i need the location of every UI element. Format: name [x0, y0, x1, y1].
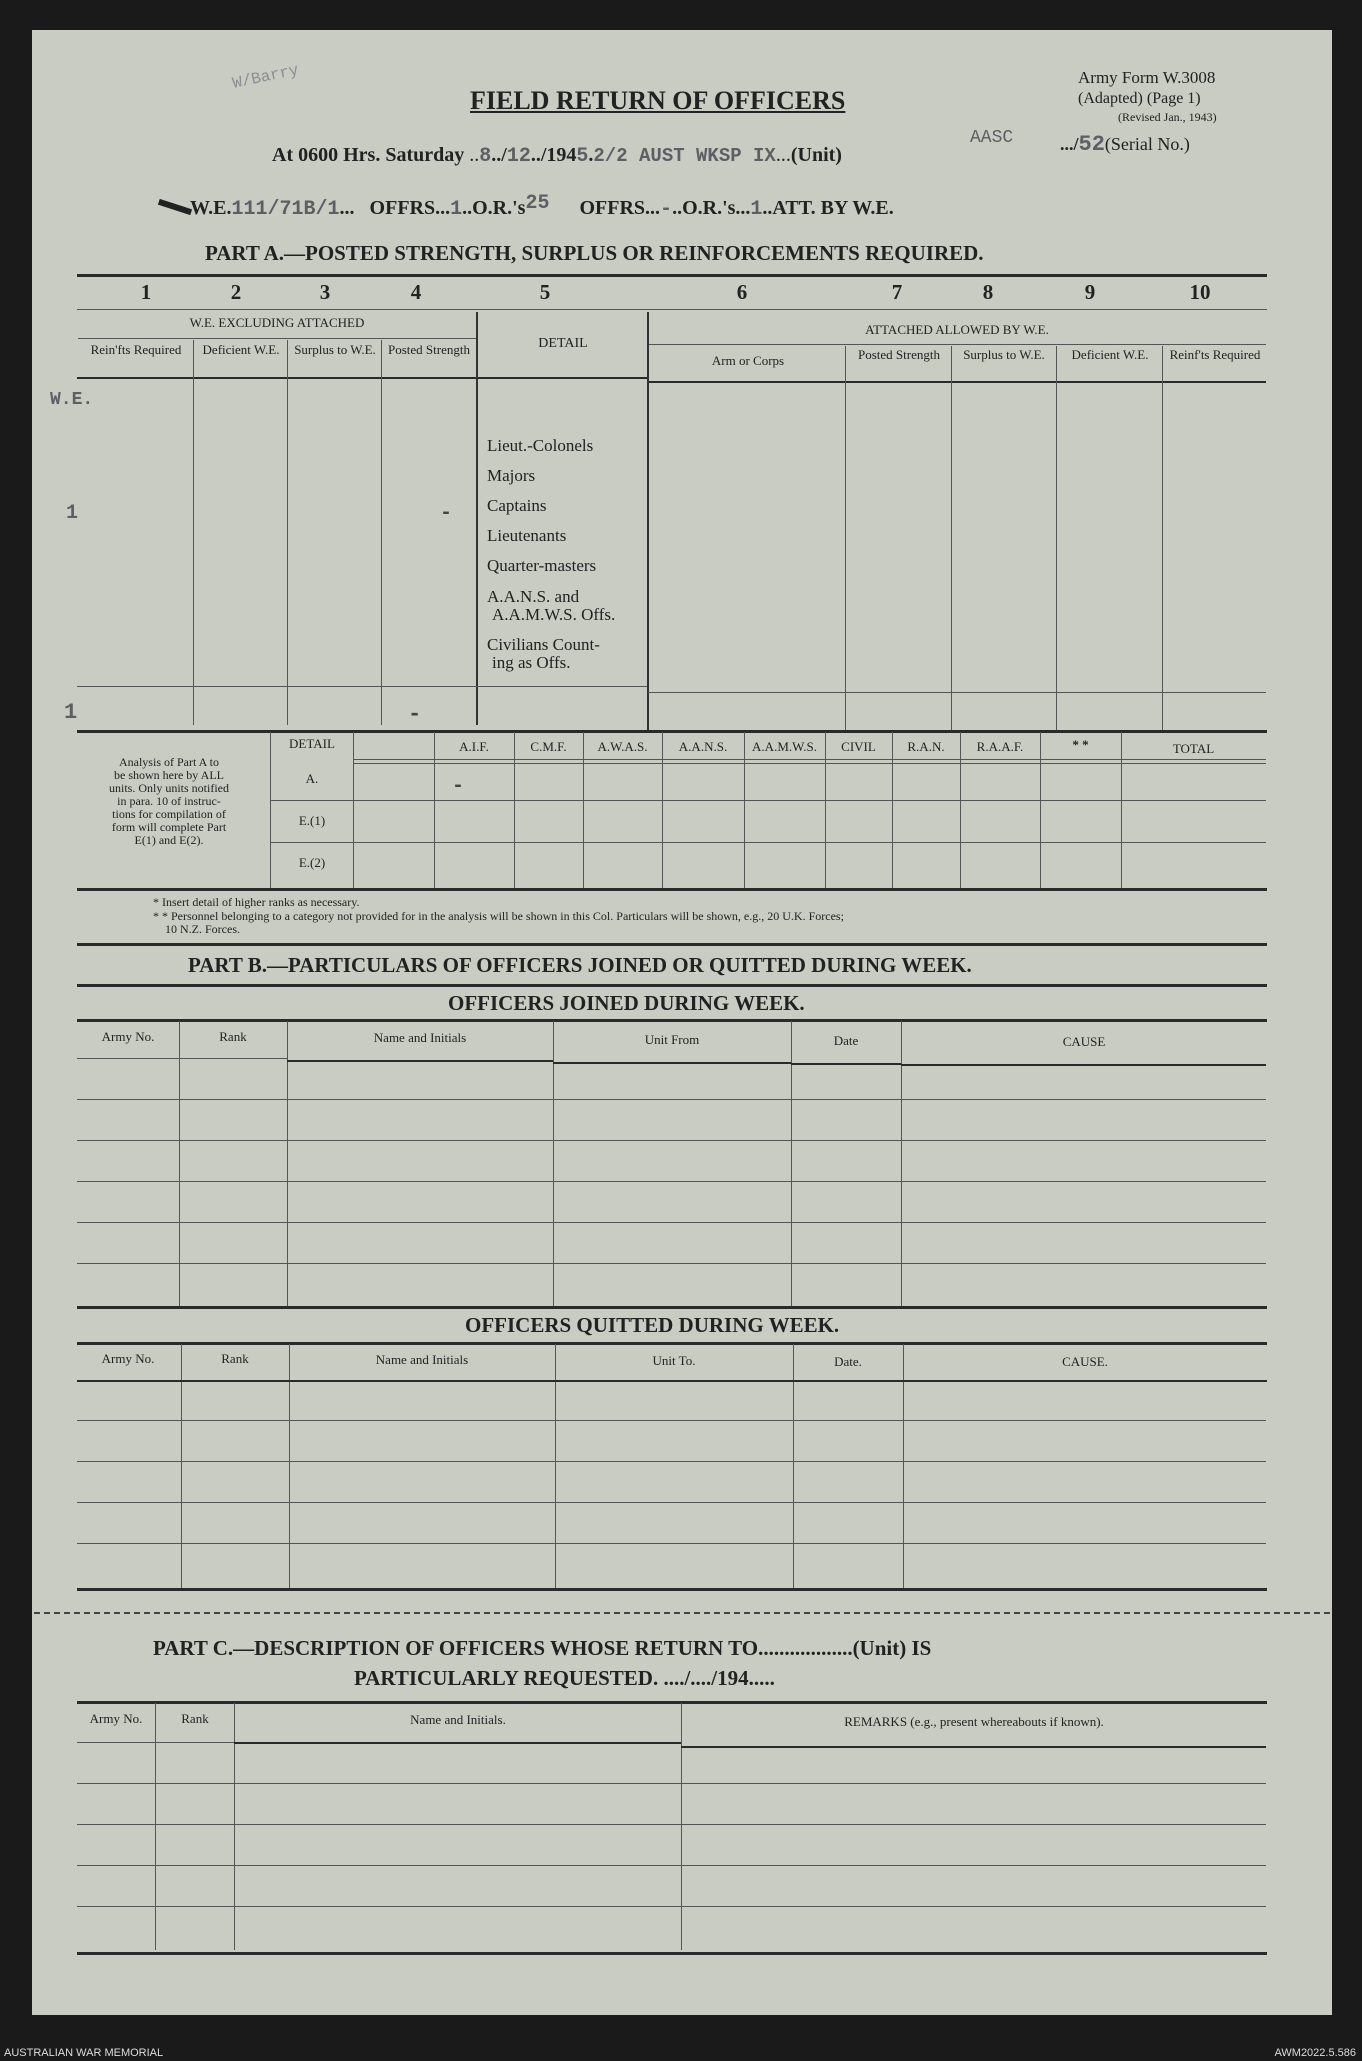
col-num-4: 4 — [410, 280, 422, 304]
joined-row-1 — [77, 1058, 287, 1059]
pa-v7 — [951, 346, 952, 730]
date-year: 5 — [576, 145, 589, 168]
part-c-remarks-header: REMARKS (e.g., present whereabouts if known). — [844, 1714, 1104, 1729]
unit-label: (Unit) — [790, 144, 842, 166]
analysis-col-civil: CIVIL — [841, 739, 876, 754]
attached-allowed-header: ATTACHED ALLOWED BY W.E. — [865, 322, 1049, 337]
quitted-rule — [77, 1342, 1267, 1345]
stamp-one: 1 — [66, 502, 79, 525]
part-b-rule — [77, 984, 1267, 987]
an-v10 — [1040, 732, 1041, 890]
detail-header: DETAIL — [538, 336, 588, 351]
part-c-header-rule — [234, 1742, 681, 1744]
we-value: 111/71B/1 — [231, 198, 340, 221]
analysis-row-e1: E.(1) — [298, 813, 326, 828]
part-c-line-2: PARTICULARLY REQUESTED. ..../..../194..... — [354, 1666, 775, 1690]
aasc-stamp: AASC — [970, 128, 1014, 148]
pa-total-rule — [77, 686, 647, 687]
pc-v2 — [234, 1703, 235, 1950]
detail-aans: A.A.N.S. and — [487, 587, 580, 606]
joined-header-rule-4 — [901, 1064, 1266, 1066]
detail-civilians-2: ing as Offs. — [492, 653, 571, 672]
pc-v1 — [155, 1703, 156, 1950]
analysis-col-aif: A.I.F. — [459, 739, 489, 754]
analysis-bottom-rule — [77, 888, 1267, 891]
offrs-label: OFFRS. — [369, 197, 441, 219]
header-bottom-rule-right — [648, 381, 1266, 383]
analysis-note-2: be shown here by ALL — [114, 768, 224, 782]
part-c-row-4 — [77, 1906, 1266, 1907]
analysis-note-4: in para. 10 of instruc- — [117, 794, 221, 808]
an-h4 — [270, 842, 1266, 843]
an-v8 — [892, 732, 893, 890]
col-num-10: 10 — [1189, 280, 1211, 304]
an-h1 — [353, 759, 1266, 760]
serial-line: .../52(Serial No.) — [1060, 132, 1190, 157]
an-v5 — [662, 732, 663, 890]
an-h3 — [270, 800, 1266, 801]
joined-rank-header: Rank — [219, 1029, 247, 1044]
footer-right: AWM2022.5.586 — [1274, 2047, 1356, 2059]
ors-value: 25 — [525, 192, 550, 215]
col-num-1: 1 — [140, 280, 152, 304]
part-c-line-1: PART C.—DESCRIPTION OF OFFICERS WHOSE RETURN TO..................(Unit) IS — [153, 1636, 932, 1660]
pa-v2 — [287, 340, 288, 725]
joined-row-3 — [77, 1140, 1266, 1141]
detail-captains: Captains — [487, 496, 547, 515]
part-a-rule — [77, 274, 1267, 277]
an-v9 — [960, 732, 961, 890]
quitted-row-4 — [77, 1543, 1266, 1544]
we-excluding-header: W.E. EXCLUDING ATTACHED — [189, 315, 365, 330]
quitted-row-2 — [77, 1461, 1266, 1462]
detail-civilians: Civilians Count- — [487, 635, 600, 654]
joined-army-no-header: Army No. — [101, 1029, 155, 1044]
joined-date-header: Date — [833, 1033, 859, 1048]
analysis-col-aamws: A.A.M.W.S. — [752, 739, 817, 754]
form-title: FIELD RETURN OF OFFICERS — [470, 86, 846, 115]
an-v2 — [434, 732, 435, 890]
col-num-3: 3 — [319, 280, 331, 304]
quitted-name-header: Name and Initials — [375, 1352, 469, 1367]
offrs2-label: OFFRS. — [579, 197, 651, 219]
serial-label: (Serial No.) — [1104, 134, 1190, 154]
quitted-rank-header: Rank — [221, 1351, 249, 1366]
ors2-value: 1 — [750, 198, 763, 221]
analysis-col-raaf: R.A.A.F. — [976, 739, 1024, 754]
analysis-col-other: * * — [1072, 737, 1089, 752]
part-a-rule-2 — [77, 309, 1267, 310]
analysis-note-7: E(1) and E(2). — [134, 833, 204, 847]
pa-v4 — [476, 312, 478, 725]
an-v7 — [825, 732, 826, 890]
detail-lieut-colonels: Lieut.-Colonels — [487, 436, 594, 455]
joined-header-rule-2 — [553, 1062, 791, 1064]
analysis-detail-header: DETAIL — [289, 736, 335, 751]
att-label: ATT. BY W.E. — [772, 197, 894, 219]
note-2: * * Personnel belonging to a category not provided for in the analysis will be shown in this Col. Particulars will be shown, e.g., 20 U.K. Forces; — [153, 909, 844, 923]
deficient2-header: Deficient W.E. — [1071, 347, 1149, 362]
footer-left: AUSTRALIAN WAR MEMORIAL — [4, 2047, 164, 2059]
stamp-dash: - — [440, 502, 453, 525]
part-c-name-header: Name and Initials. — [410, 1712, 506, 1727]
analysis-col-awas: A.W.A.S. — [597, 739, 648, 754]
joined-rule — [77, 1019, 1267, 1022]
analysis-top-rule — [77, 730, 1267, 733]
offrs-value: 1 — [450, 198, 463, 221]
joined-row-2 — [77, 1099, 1266, 1100]
year-prefix: 194 — [546, 144, 577, 166]
surplus2-header: Surplus to W.E. — [963, 347, 1045, 362]
an-v6 — [744, 732, 745, 890]
detail-lieutenants: Lieutenants — [487, 526, 567, 545]
ors2-label: O.R.'s. — [682, 197, 741, 219]
date-month: 12 — [506, 145, 531, 168]
an-v4 — [583, 732, 584, 890]
pa-v8 — [1056, 346, 1057, 730]
pa-total-rule-right — [648, 692, 1266, 693]
note-3: 10 N.Z. Forces. — [165, 922, 240, 936]
part-c-bottom-rule — [77, 1952, 1267, 1955]
header-bottom-rule-left — [77, 377, 647, 379]
detail-quarter-masters: Quarter-masters — [487, 556, 597, 575]
serial-value: 52 — [1078, 132, 1105, 157]
part-c-header-rule-2 — [681, 1746, 1266, 1748]
col-num-9: 9 — [1084, 280, 1096, 304]
revised-label: (Revised Jan., 1943) — [1118, 110, 1217, 124]
date-line: At 0600 Hrs. Saturday ..8../12../1945.2/2 AUST WKSP IX...(Unit) — [272, 144, 842, 168]
surplus1-header: Surplus to W.E. — [294, 342, 376, 357]
posted1-header: Posted Strength — [388, 342, 470, 357]
col-num-6: 6 — [736, 280, 748, 304]
part-c-rule — [77, 1701, 1267, 1704]
analysis-col-aans: A.A.N.S. — [678, 739, 728, 754]
part-c-row-1 — [77, 1783, 1266, 1784]
joined-title: OFFICERS JOINED DURING WEEK. — [448, 991, 805, 1015]
att-group-rule — [648, 344, 1266, 345]
we-label: W.E. — [190, 197, 232, 219]
joined-bottom-rule — [77, 1306, 1267, 1309]
we-line: W.E.111/71B/1... OFFRS...1..O.R.'s25 OFFRS...-..O.R.'s...1..ATT. BY W.E. — [190, 192, 894, 221]
analysis-row-a: A. — [305, 771, 319, 786]
an-v0 — [270, 732, 271, 890]
total-dash: - — [408, 702, 422, 727]
quitted-cause-header: CAUSE. — [1062, 1354, 1108, 1369]
joined-row-5 — [77, 1222, 1266, 1223]
joined-row-4 — [77, 1181, 1266, 1182]
quitted-army-no-header: Army No. — [101, 1351, 155, 1366]
detail-aamws: A.A.M.W.S. Offs. — [492, 605, 616, 624]
offrs2-value: - — [660, 198, 673, 221]
unit-name: 2/2 AUST WKSP IX — [593, 145, 776, 167]
quitted-row-1 — [77, 1420, 1266, 1421]
arm-header: Arm or Corps — [711, 353, 785, 368]
joined-header-rule-3 — [791, 1063, 901, 1065]
an-v1 — [353, 732, 354, 890]
analysis-col-total: TOTAL — [1172, 741, 1215, 756]
part-c-row-2 — [77, 1824, 1266, 1825]
part-c-army-no-header: Army No. — [89, 1711, 143, 1726]
date-prefix: At 0600 Hrs. Saturday — [272, 144, 465, 166]
analysis-note-6: form will complete Part — [111, 820, 227, 834]
analysis-col-ran: R.A.N. — [907, 739, 945, 754]
pa-v9 — [1162, 346, 1163, 730]
analysis-note — [78, 756, 260, 847]
joined-name-header: Name and Initials — [373, 1030, 467, 1045]
joined-cause-header: CAUSE — [1062, 1034, 1106, 1049]
analysis-note-1: Analysis of Part A to — [118, 755, 219, 769]
an-v3 — [514, 732, 515, 890]
quitted-bottom-rule — [77, 1588, 1267, 1591]
quitted-date-header: Date. — [834, 1354, 862, 1369]
col-num-2: 2 — [230, 280, 242, 304]
note-1: * Insert detail of higher ranks as necessary. — [153, 895, 360, 909]
posted2-header: Posted Strength — [858, 347, 940, 362]
we-group-rule — [78, 338, 476, 339]
total-one: 1 — [64, 700, 78, 725]
an-h2 — [353, 763, 1266, 764]
col-num-7: 7 — [891, 280, 903, 304]
part-c-row-0 — [77, 1742, 234, 1743]
quitted-header-rule — [77, 1380, 1267, 1382]
reinf1-header: Rein'fts Required — [90, 342, 182, 357]
part-b-title: PART B.—PARTICULARS OF OFFICERS JOINED OR QUITTED DURING WEEK. — [188, 953, 972, 977]
part-a-title: PART A.—POSTED STRENGTH, SURPLUS OR REINFORCEMENTS REQUIRED. — [205, 241, 984, 265]
pa-v6 — [845, 346, 846, 730]
joined-header-rule — [287, 1060, 553, 1062]
detail-majors: Majors — [487, 466, 536, 485]
part-c-row-3 — [77, 1865, 1266, 1866]
handwritten-note: W/Barry — [230, 61, 301, 93]
col-num-5: 5 — [539, 280, 551, 304]
pc-v3 — [681, 1703, 682, 1950]
analysis-row-e2: E.(2) — [298, 855, 326, 870]
part-b-top-rule — [77, 943, 1267, 946]
quitted-unit-header: Unit To. — [652, 1353, 696, 1368]
pa-v1 — [193, 340, 194, 725]
analysis-note-5: tions for compilation of — [112, 807, 226, 821]
army-form-label: Army Form W.3008 — [1078, 68, 1216, 87]
joined-row-6 — [77, 1263, 1266, 1264]
quitted-row-3 — [77, 1502, 1266, 1503]
col-num-8: 8 — [982, 280, 994, 304]
ors-label: O.R.'s — [472, 197, 526, 219]
analysis-col-cmf: C.M.F. — [530, 739, 567, 754]
pa-v5 — [647, 312, 649, 730]
analysis-aif-a-value: - — [452, 775, 465, 798]
date-day: 8 — [479, 145, 492, 168]
deficient1-header: Deficient W.E. — [202, 342, 280, 357]
adapted-label: (Adapted) (Page 1) — [1078, 90, 1201, 107]
stamp-we: W.E. — [50, 390, 94, 410]
analysis-note-3: units. Only units notified — [109, 781, 229, 795]
pa-v3 — [381, 340, 382, 725]
perforation-line — [34, 1612, 1330, 1614]
quitted-title: OFFICERS QUITTED DURING WEEK. — [465, 1313, 840, 1337]
part-c-rank-header: Rank — [181, 1711, 209, 1726]
reinf2-header: Reinf'ts Required — [1169, 347, 1261, 362]
joined-unit-header: Unit From — [644, 1032, 700, 1047]
